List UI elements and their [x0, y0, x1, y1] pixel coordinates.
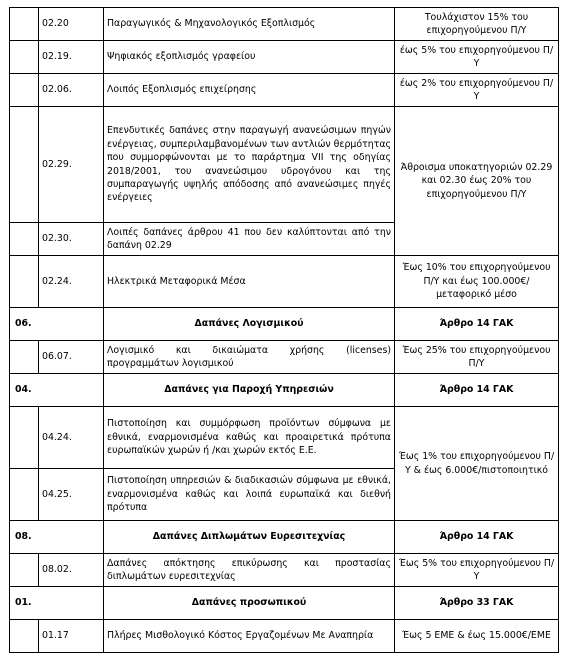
expense-code: 02.06. — [39, 74, 104, 107]
row-marker-cell — [10, 554, 39, 587]
row-marker-cell — [10, 341, 39, 374]
row-marker-cell — [10, 223, 39, 256]
table-row — [10, 554, 559, 587]
row-marker-cell — [10, 74, 39, 107]
table-row — [10, 41, 559, 74]
expense-limit-group: Έως 1% του επιχορηγούμενου Π/Υ & έως 6.000€/πιστοποιητικό — [395, 407, 559, 521]
category-title: Δαπάνες Διπλωμάτων Ευρεσιτεχνίας — [104, 521, 395, 554]
category-row — [10, 521, 559, 554]
expense-limit: Έως 25% του επιχορηγούμενου Π/Υ — [395, 341, 559, 374]
budget-eligibility-table — [9, 7, 559, 653]
category-rule: Άρθρο 33 ΓΑΚ — [395, 587, 559, 620]
row-marker-cell — [10, 407, 39, 469]
expense-description: Παραγωγικός & Μηχανολογικός Εξοπλισμός — [104, 8, 395, 41]
expense-code: 04.25. — [39, 469, 104, 521]
expense-description: Λοιπές δαπάνες άρθρου 41 που δεν καλύπτονται από την δαπάνη 02.29 — [104, 223, 395, 256]
expense-limit: Τουλάχιστον 15% του επιχορηγούμενου Π/Υ — [395, 8, 559, 41]
category-row — [10, 308, 559, 341]
category-row — [10, 374, 559, 407]
expense-description: Λογισμικό και δικαιώματα χρήσης (licenses) προγραμμάτων λογισμικού — [104, 341, 395, 374]
category-code: 04. — [10, 374, 104, 407]
table-row — [10, 8, 559, 41]
category-rule: Άρθρο 14 ΓΑΚ — [395, 521, 559, 554]
expense-code: 02.29. — [39, 107, 104, 223]
category-code: 08. — [10, 521, 104, 554]
expense-description: Δαπάνες απόκτησης επικύρωσης και προστασίας διπλωμάτων ευρεσιτεχνίας — [104, 554, 395, 587]
expense-limit: Έως 5% του επιχορηγούμενου Π/Υ — [395, 554, 559, 587]
expense-limit-group: Άθροισμα υποκατηγοριών 02.29 και 02.30 έως 20% του επιχορηγούμενου Π/Υ — [395, 107, 559, 256]
row-marker-cell — [10, 41, 39, 74]
table-row — [10, 341, 559, 374]
expense-code: 02.30. — [39, 223, 104, 256]
table-row — [10, 620, 559, 653]
row-marker-cell — [10, 107, 39, 223]
category-rule: Άρθρο 14 ΓΑΚ — [395, 308, 559, 341]
expense-limit: Έως 5 ΕΜΕ & έως 15.000€/ΕΜΕ — [395, 620, 559, 653]
category-title: Δαπάνες προσωπικού — [104, 587, 395, 620]
expense-code: 04.24. — [39, 407, 104, 469]
expense-code: 02.20 — [39, 8, 104, 41]
expense-description: Επενδυτικές δαπάνες στην παραγωγή ανανεώσιμων πηγών ενέργειας, συμπεριλαμβανομένων των αντλιών θερμότητας που συμμορφώνονται με το παράρτημα VII της οδηγίας 2018/2001, του ανανεώσιμου υδρογόνου και της συμπαραγωγής υψηλής απόδοσης από ανανεώσιμες πηγές ενέργειες — [104, 107, 395, 223]
expense-description: Λοιπός Εξοπλισμός επιχείρησης — [104, 74, 395, 107]
expense-description: Πιστοποίηση υπηρεσιών & διαδικασιών σύμφωνα με εθνικά, εναρμονισμένα καθώς και λοιπά ευρωπαϊκά και διεθνή πρότυπα — [104, 469, 395, 521]
category-code: 01. — [10, 587, 104, 620]
category-rule: Άρθρο 14 ΓΑΚ — [395, 374, 559, 407]
table-row — [10, 107, 559, 223]
table-row — [10, 74, 559, 107]
row-marker-cell — [10, 469, 39, 521]
expense-code: 06.07. — [39, 341, 104, 374]
expense-code: 02.24. — [39, 256, 104, 308]
category-row — [10, 587, 559, 620]
category-code: 06. — [10, 308, 104, 341]
expense-description: Ψηφιακός εξοπλισμός γραφείου — [104, 41, 395, 74]
row-marker-cell — [10, 256, 39, 308]
category-title: Δαπάνες Λογισμικού — [104, 308, 395, 341]
category-title: Δαπάνες για Παροχή Υπηρεσιών — [104, 374, 395, 407]
table-row — [10, 407, 559, 469]
expense-code: 08.02. — [39, 554, 104, 587]
expense-description: Πιστοποίηση και συμμόρφωση προϊόντων σύμφωνα με εθνικά, εναρμονισμένα καθώς και προαιρετικά πρότυπα ευρωπαϊκών χωρών ή /και χωρών εκτός Ε.Ε. — [104, 407, 395, 469]
expense-limit: έως 5% του επιχορηγούμενου Π/Υ — [395, 41, 559, 74]
expense-code: 02.19. — [39, 41, 104, 74]
expense-description: Πλήρες Μισθολογικό Κόστος Εργαζομένων Με Αναπηρία — [104, 620, 395, 653]
expense-description: Ηλεκτρικά Μεταφορικά Μέσα — [104, 256, 395, 308]
expense-limit: Έως 10% του επιχορηγούμενου Π/Υ και έως 100.000€/μεταφορικό μέσο — [395, 256, 559, 308]
expense-code: 01.17 — [39, 620, 104, 653]
row-marker-cell — [10, 8, 39, 41]
row-marker-cell — [10, 620, 39, 653]
table-row — [10, 256, 559, 308]
expense-limit: έως 2% του επιχορηγούμενου Π/Υ — [395, 74, 559, 107]
